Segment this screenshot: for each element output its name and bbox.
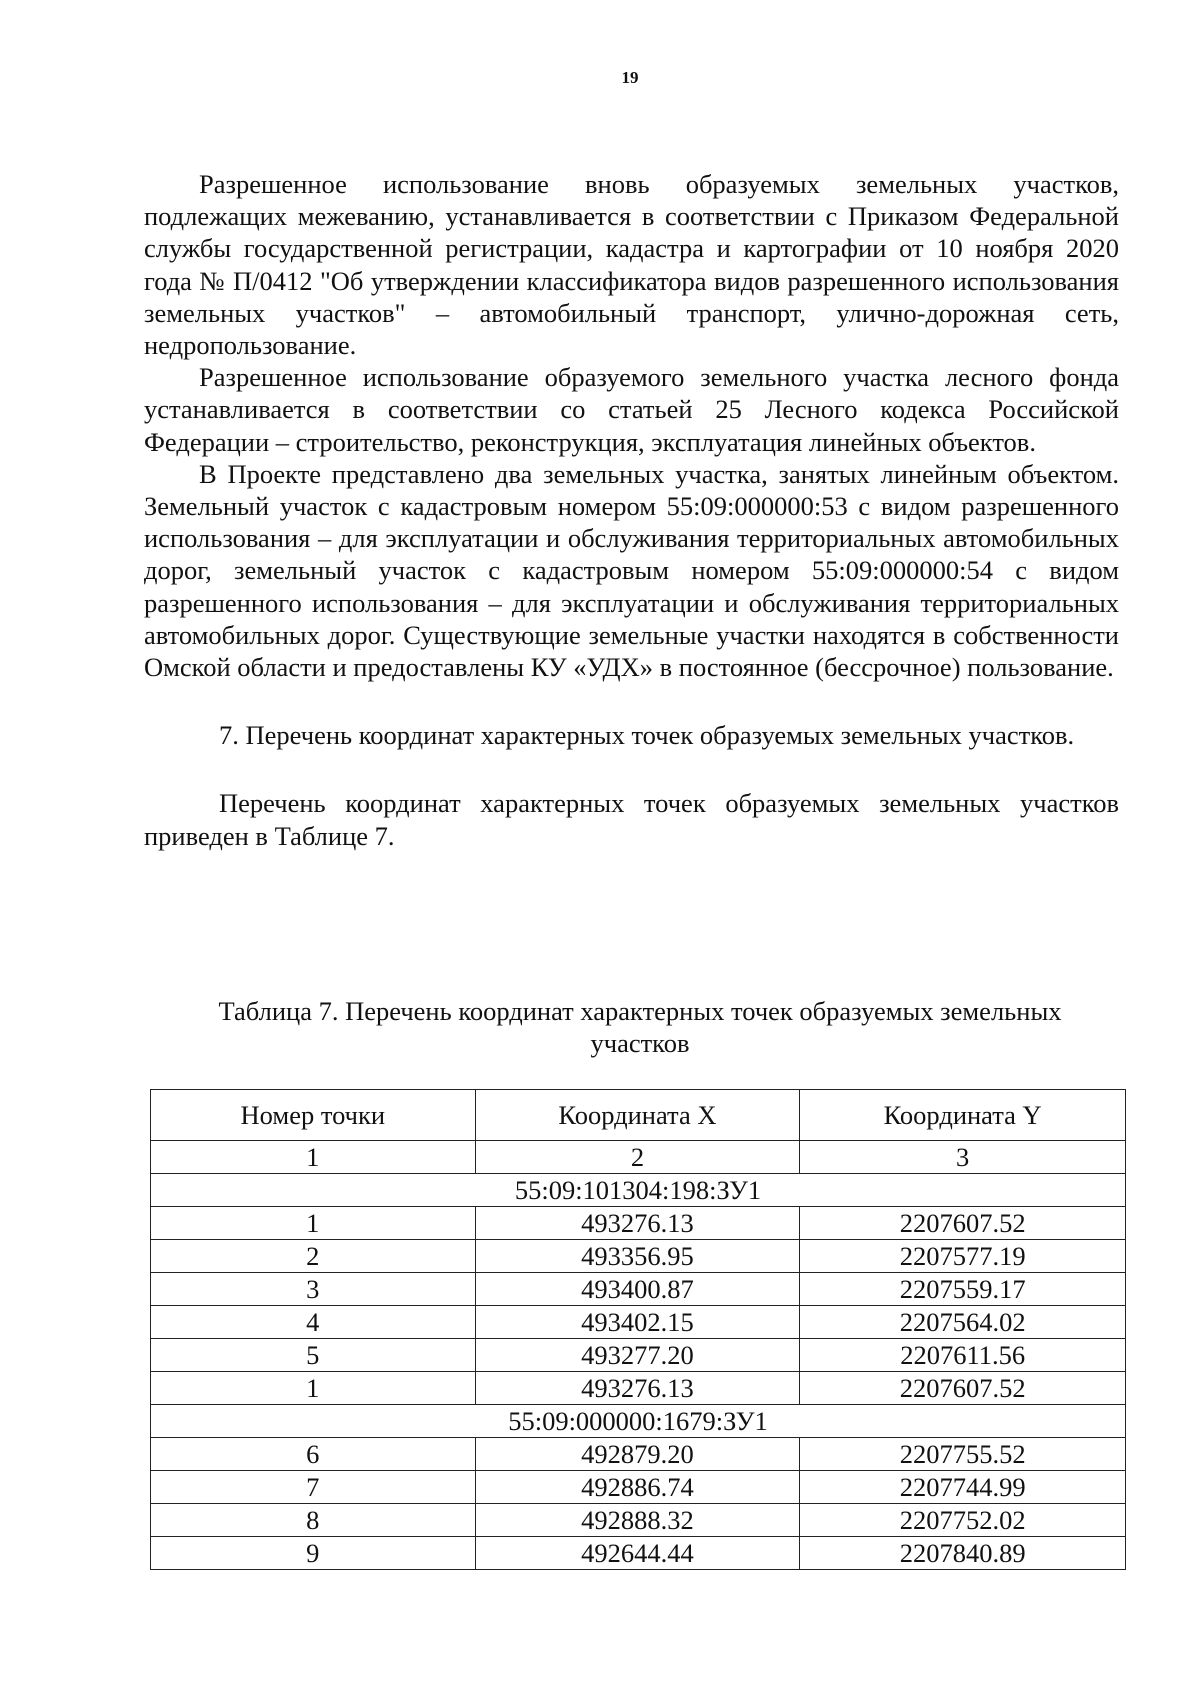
list-intro: Перечень координат характерных точек образуемых земельных участков приведен в Таблице 7. xyxy=(144,788,1119,851)
column-number-row xyxy=(151,1141,1126,1174)
table-row xyxy=(151,1306,1126,1339)
paragraph-permitted-use: Разрешенное использование вновь образуемых земельных участков, подлежащих межеванию, устанавливается в соответствии с Приказом Федеральной службы государственной регистрации, кадастра и картографии от 10 ноября 2020 года № П/0412 "Об утверждении классификатора видов разрешенного использования земельных участков" – автомобильный транспорт, улично-дорожная сеть, недропользование. xyxy=(144,169,1119,361)
table-caption: Таблица 7. Перечень координат характерных точек образуемых земельных участков xyxy=(218,996,1062,1058)
coordinate-y: 2207564.02 xyxy=(800,1306,1126,1339)
parcel-row xyxy=(151,1405,1126,1438)
header-coordinate-y: Координата Y xyxy=(800,1090,1126,1141)
table-row xyxy=(151,1438,1126,1471)
point-number: 3 xyxy=(151,1273,476,1306)
point-number: 1 xyxy=(151,1207,476,1240)
table-row xyxy=(151,1207,1126,1240)
coordinate-x: 493276.13 xyxy=(475,1207,800,1240)
parcel-number: 55:09:101304:198:ЗУ1 xyxy=(151,1174,1126,1207)
parcel-number: 55:09:000000:1679:ЗУ1 xyxy=(151,1405,1126,1438)
point-number: 4 xyxy=(151,1306,476,1339)
point-number: 6 xyxy=(151,1438,476,1471)
coordinate-y: 2207577.19 xyxy=(800,1240,1126,1273)
coordinates-table xyxy=(150,1089,1126,1570)
coordinate-y: 2207840.89 xyxy=(800,1537,1126,1570)
coordinate-x: 492888.32 xyxy=(475,1504,800,1537)
coordinate-x: 492879.20 xyxy=(475,1438,800,1471)
coordinate-y: 2207607.52 xyxy=(800,1207,1126,1240)
table-row xyxy=(151,1372,1126,1405)
table-header-row xyxy=(151,1090,1126,1141)
parcel-row xyxy=(151,1174,1126,1207)
header-coordinate-x: Координата X xyxy=(475,1090,800,1141)
coordinate-y: 2207752.02 xyxy=(800,1504,1126,1537)
column-number: 2 xyxy=(475,1141,800,1174)
coordinate-x: 493356.95 xyxy=(475,1240,800,1273)
point-number: 8 xyxy=(151,1504,476,1537)
body-text xyxy=(144,168,1119,852)
header-point-number: Номер точки xyxy=(151,1090,476,1141)
page-number: 19 xyxy=(621,68,639,87)
coordinate-y: 2207744.99 xyxy=(800,1471,1126,1504)
table-row xyxy=(151,1339,1126,1372)
coordinate-x: 493400.87 xyxy=(475,1273,800,1306)
coordinate-x: 493277.20 xyxy=(475,1339,800,1372)
paragraph-project-parcels: В Проекте представлено два земельных участка, занятых линейным объектом. Земельный участок с кадастровым номером 55:09:000000:53 с видом разрешенного использования – для эксплуатации и обслуживания территориальных автомобильных дорог, земельный участок с кадастровым номером 55:09:000000:54 с видом разрешенного использования – для эксплуатации и обслуживания территориальных автомобильных дорог. Существующие земельные участки находятся в собственности Омской области и предоставлены КУ «УДХ» в постоянное (бессрочное) пользование. xyxy=(144,458,1119,683)
table-row xyxy=(151,1471,1126,1504)
column-number: 3 xyxy=(800,1141,1126,1174)
table-row xyxy=(151,1504,1126,1537)
point-number: 2 xyxy=(151,1240,476,1273)
section-heading: 7. Перечень координат характерных точек образуемых земельных участков. xyxy=(219,720,1075,751)
table-row xyxy=(151,1273,1126,1306)
coordinate-x: 492644.44 xyxy=(475,1537,800,1570)
coordinate-x: 493276.13 xyxy=(475,1372,800,1405)
paragraph-forest-fund: Разрешенное использование образуемого земельного участка лесного фонда устанавливается в соответствии со статьей 25 Лесного кодекса Российской Федерации – строительство, реконструкция, эксплуатация линейных объектов. xyxy=(144,362,1119,457)
coordinate-x: 492886.74 xyxy=(475,1471,800,1504)
coordinate-y: 2207607.52 xyxy=(800,1372,1126,1405)
point-number: 5 xyxy=(151,1339,476,1372)
coordinate-x: 493402.15 xyxy=(475,1306,800,1339)
point-number: 1 xyxy=(151,1372,476,1405)
coordinate-y: 2207559.17 xyxy=(800,1273,1126,1306)
column-number: 1 xyxy=(151,1141,476,1174)
table-row xyxy=(151,1240,1126,1273)
coordinate-y: 2207611.56 xyxy=(800,1339,1126,1372)
point-number: 9 xyxy=(151,1537,476,1570)
table-row xyxy=(151,1537,1126,1570)
coordinate-y: 2207755.52 xyxy=(800,1438,1126,1471)
point-number: 7 xyxy=(151,1471,476,1504)
